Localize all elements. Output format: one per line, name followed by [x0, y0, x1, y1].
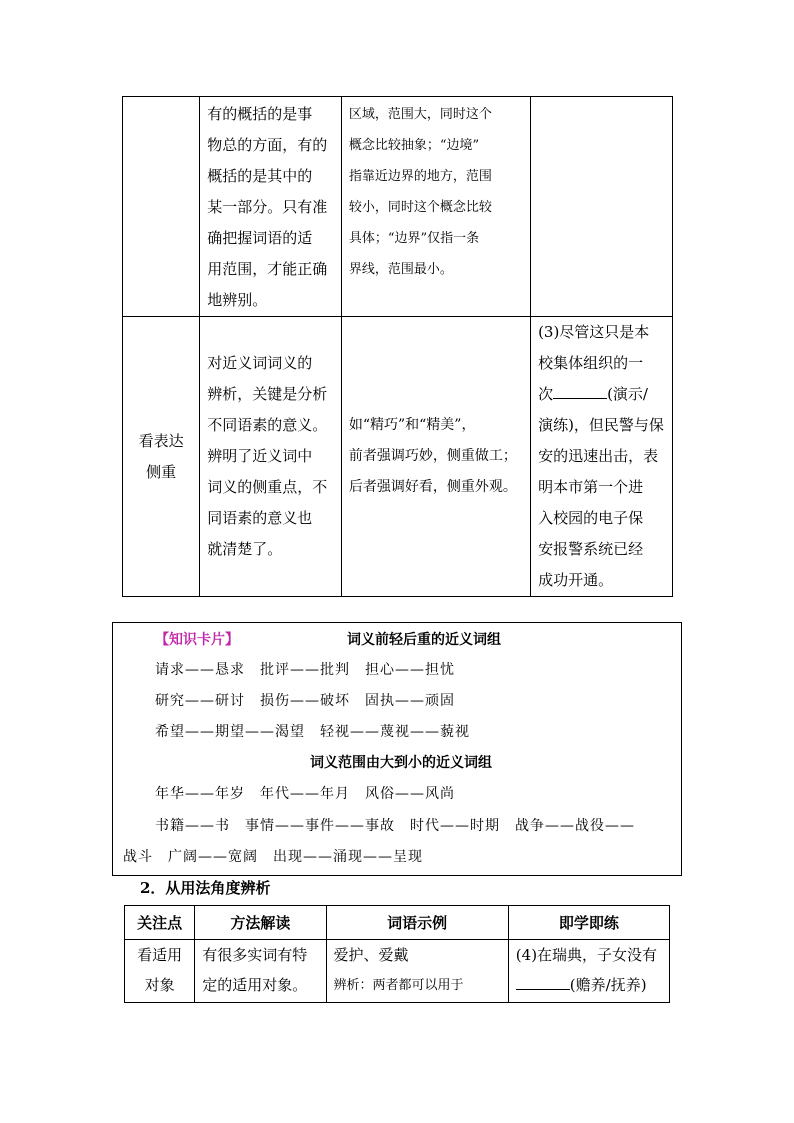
table-cell [123, 97, 200, 317]
cell-line: 确把握词语的适 [207, 229, 313, 247]
cell-line: 入校园的电子保 [538, 509, 644, 527]
cell-line: (3)尽管这只是本 [538, 323, 650, 341]
cell-line: 有的概括的是事 [207, 105, 313, 123]
cell-line: 地辨别。 [207, 291, 268, 309]
word-pair-line: 年华——年岁 年代——年月 风俗——风尚 [155, 786, 455, 802]
cell-line: 爱护、爱戴 [333, 946, 409, 964]
cell-text: (演示/ [607, 385, 648, 403]
card-title: 词义前轻后重的近义词组 [347, 632, 501, 648]
card-head-label: 【知识卡片】 [155, 632, 239, 648]
cell-line [538, 379, 665, 410]
cell-line: 词义的侧重点，不 [207, 478, 328, 496]
cell-line: 具体；“边界”仅指一条 [348, 231, 480, 246]
cell-line: 辨明了近义词中 [207, 447, 313, 465]
cell-line: 看表达 [138, 431, 184, 450]
cell-line: 前者强调巧妙，侧重做工； [348, 448, 517, 464]
table-cell [200, 317, 342, 597]
table-cell [326, 940, 508, 1003]
cell-line: 有很多实词有特 [202, 946, 308, 964]
table-header-row [125, 906, 670, 940]
table-cell [200, 97, 342, 317]
cell-line: 同语素的意义也 [207, 509, 313, 527]
cell-line: 侧重 [146, 462, 177, 481]
cell-line: 对象 [144, 976, 175, 994]
table-cell [341, 317, 530, 597]
answer-blank[interactable] [553, 384, 607, 399]
word-pair-line: 希望——期望——渴望 轻视——蔑视——藐视 [155, 724, 470, 740]
cell-line [516, 970, 662, 1000]
table-row [123, 97, 673, 317]
cell-line: 明本市第一个进 [538, 478, 644, 496]
cell-text: (赡养/抚养) [569, 976, 647, 994]
answer-blank[interactable] [516, 975, 570, 990]
word-pair-line: 请求——恳求 批评——批判 担心——担忧 [155, 662, 455, 678]
word-pair-line: 书籍——书 事情——事件——事故 时代——时期 战争——战役—— [155, 818, 635, 834]
table-cell [531, 97, 673, 317]
cell-line: 某一部分。只有准 [207, 198, 328, 216]
table-cell [531, 317, 673, 597]
cell-line: (4)在瑞典，子女没有 [515, 946, 658, 964]
cell-line: 安报警系统已经 [538, 540, 644, 558]
cell-line: 概念比较抽象；“边境” [348, 138, 480, 153]
column-header: 词语示例 [326, 906, 508, 940]
word-pair-line: 战斗 广阔——宽阔 出现——涌现——呈现 [123, 849, 423, 865]
word-pair-line: 研究——研讨 损伤——破坏 固执——顽固 [155, 693, 455, 709]
column-header: 关注点 [125, 906, 195, 940]
cell-line: 物总的方面，有的 [207, 136, 328, 154]
cell-line: 后者强调好看，侧重外观。 [348, 479, 517, 495]
cell-line: 指靠近边界的地方，范围 [348, 169, 492, 184]
cell-line: 界线，范围最小。 [348, 262, 453, 277]
cell-line: 用范围，才能正确 [207, 260, 328, 278]
cell-line: 校集体组织的一 [538, 354, 644, 372]
cell-line: 较小，同时这个概念比较 [348, 200, 492, 215]
table-cell [508, 940, 669, 1003]
table-row [125, 940, 670, 1003]
table-cell [341, 97, 530, 317]
table-cell [195, 940, 326, 1003]
cell-line: 不同语素的意义。 [207, 416, 328, 434]
table-cell [123, 317, 200, 597]
cell-line: 成功开通。 [538, 571, 614, 589]
cell-line: 概括的是其中的 [207, 167, 313, 185]
card-title: 词义范围由大到小的近义词组 [310, 755, 492, 771]
cell-line: 区域，范围大，同时这个 [348, 107, 492, 122]
cell-line: 看适用 [137, 946, 183, 964]
table-row [123, 317, 673, 597]
cell-line: 安的迅速出击，表 [538, 447, 659, 465]
cell-text: 次 [538, 385, 554, 403]
usage-table-continued [122, 96, 673, 597]
cell-line: 辨析，关键是分析 [207, 385, 328, 403]
usage-method-table [124, 905, 670, 1003]
cell-line: 辨析：两者都可以用于 [333, 978, 464, 993]
column-header: 即学即练 [508, 906, 669, 940]
cell-line: 如“精巧”和“精美”， [348, 417, 476, 433]
table-cell [125, 940, 195, 1003]
column-header: 方法解读 [195, 906, 326, 940]
cell-line: 就清楚了。 [207, 540, 283, 558]
cell-line: 演练)，但民警与保 [538, 416, 664, 434]
cell-line: 定的适用对象。 [202, 976, 308, 994]
cell-line: 对近义词词义的 [207, 354, 313, 372]
section-heading: 2．从用法角度辨析 [140, 879, 271, 897]
knowledge-card [112, 622, 682, 876]
